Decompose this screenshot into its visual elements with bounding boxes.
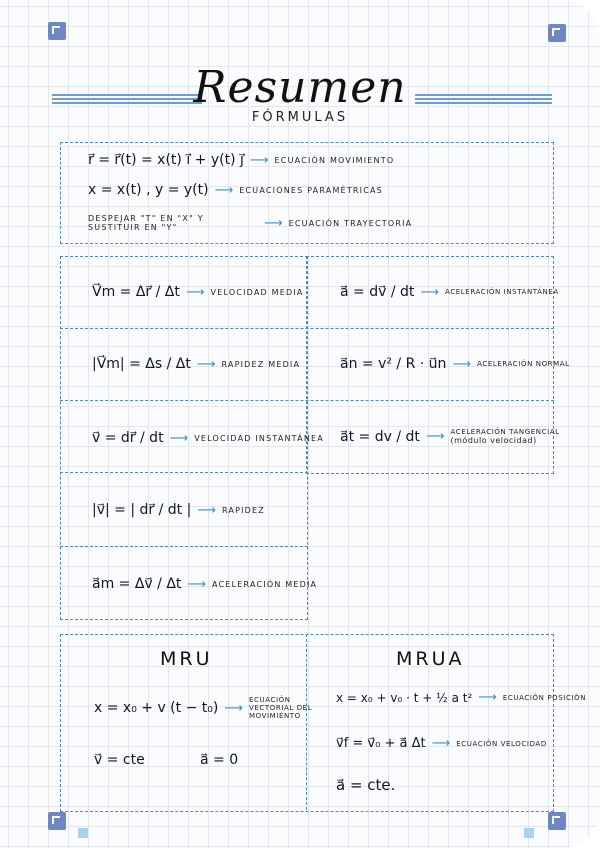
formula-row: [88, 214, 412, 232]
arrow-right-icon: ⟶: [214, 182, 234, 198]
formula-row: [92, 430, 324, 446]
formula-description: ACELERACIÓN INSTANTÁNEA: [445, 288, 559, 296]
formula: a⃗ = 0: [200, 752, 239, 768]
formula: a⃗ = cte.: [336, 776, 396, 794]
formula: |V⃗m| = Δs / Δt: [92, 356, 191, 372]
formula-note: (módulo velocidad): [450, 436, 537, 445]
formula-row: [340, 356, 570, 372]
page-title: Resumen: [193, 62, 407, 113]
decorative-square: [78, 828, 88, 838]
formula-row: [336, 690, 586, 705]
formula-row: [92, 356, 300, 372]
formula: a⃗n = v² / R · u⃗n: [340, 356, 447, 372]
formula: x = x₀ + v₀ · t + ½ a t²: [336, 690, 473, 705]
formula-description: ECUACIONES PARAMÉTRICAS: [239, 185, 383, 195]
mru-title: MRU: [160, 648, 213, 670]
formula-description: VELOCIDAD MEDIA: [210, 287, 304, 297]
formula: a⃗t = dv / dt: [340, 428, 420, 445]
formula-description: ACELERACIÓN NORMAL: [477, 360, 570, 368]
arrow-right-icon: ⟶: [196, 356, 216, 372]
arrow-right-icon: ⟶: [452, 356, 472, 372]
formula-description: ECUACIÓN TRAYECTORIA: [288, 218, 413, 228]
formula-row: [94, 696, 315, 720]
decorative-square: [524, 828, 534, 838]
corner-mark-icon: [48, 812, 66, 830]
formula-description: RAPIDEZ: [221, 505, 265, 515]
arrow-right-icon: ⟶: [249, 152, 269, 168]
formula: V⃗m = Δr⃗ / Δt: [92, 284, 180, 300]
formula-description: ACELERACIÓN MEDIA: [212, 579, 318, 589]
formula: v⃗ = cte: [94, 752, 145, 768]
formula: x = x(t) , y = y(t): [88, 182, 209, 198]
arrow-right-icon: ⟶: [478, 690, 497, 705]
formula: a⃗ = dv⃗ / dt: [340, 284, 415, 300]
formula-description-text: ACELERACIÓN TANGENCIAL: [450, 428, 560, 436]
divider: [306, 634, 307, 810]
page-subtitle: FÓRMULAS: [251, 110, 349, 125]
formula-description: ECUACIÓN MOVIMIENTO: [274, 155, 395, 165]
arrow-right-icon: ⟶: [169, 430, 189, 446]
formula-description: RAPIDEZ MEDIA: [221, 359, 301, 369]
formula: v⃗f = v⃗₀ + a⃗ Δt: [336, 736, 426, 751]
mrua-title: MRUA: [396, 648, 465, 670]
arrow-right-icon: ⟶: [185, 284, 205, 300]
formula-row: [336, 736, 547, 751]
title-area: [0, 62, 600, 136]
formula-row: [340, 428, 560, 445]
formula-row: [88, 182, 383, 198]
corner-mark-icon: [48, 22, 66, 40]
formula-description: [451, 428, 560, 445]
arrow-right-icon: ⟶: [431, 736, 451, 751]
formula-row: [200, 752, 238, 768]
formula: DESPEJAR "T" EN "X" Y SUSTITUIR EN "Y": [88, 214, 204, 232]
corner-mark-icon: [548, 24, 566, 42]
arrow-right-icon: ⟶: [187, 576, 207, 592]
formula-row: [92, 576, 317, 592]
divider: [60, 472, 308, 473]
formula-row: [94, 752, 145, 768]
corner-mark-icon: [548, 812, 566, 830]
formula-row: [336, 776, 395, 794]
formula-row: [92, 502, 265, 518]
section-motion-types: [60, 634, 554, 812]
formula-row: [92, 284, 304, 300]
formula: r⃗ = r⃗(t) = x(t) i⃗ + y(t) j⃗: [88, 152, 244, 168]
formula: |v⃗| = | dr⃗ / dt |: [92, 502, 192, 518]
formula-row: [340, 284, 559, 300]
formula: a⃗m = Δv⃗ / Δt: [92, 576, 182, 592]
arrow-right-icon: ⟶: [197, 502, 216, 518]
formula-description: ECUACIÓN POSICIÓN: [502, 693, 587, 702]
divider: [60, 328, 554, 329]
arrow-right-icon: ⟶: [264, 215, 283, 231]
arrow-right-icon: ⟶: [425, 429, 445, 444]
arrow-right-icon: ⟶: [224, 700, 243, 716]
formula-description: VELOCIDAD INSTANTÁNEA: [194, 433, 324, 443]
divider: [60, 546, 308, 547]
formula: v⃗ = dr⃗ / dt: [92, 430, 164, 446]
formula-description: ECUACIÓN VELOCIDAD: [456, 739, 547, 748]
formula: x = x₀ + v (t − t₀): [94, 700, 219, 716]
formula-row: [88, 152, 394, 168]
arrow-right-icon: ⟶: [420, 284, 440, 300]
divider: [60, 400, 554, 401]
formula-description: ECUACIÓN VECTORIAL DEL MOVIMIENTO: [248, 696, 313, 720]
